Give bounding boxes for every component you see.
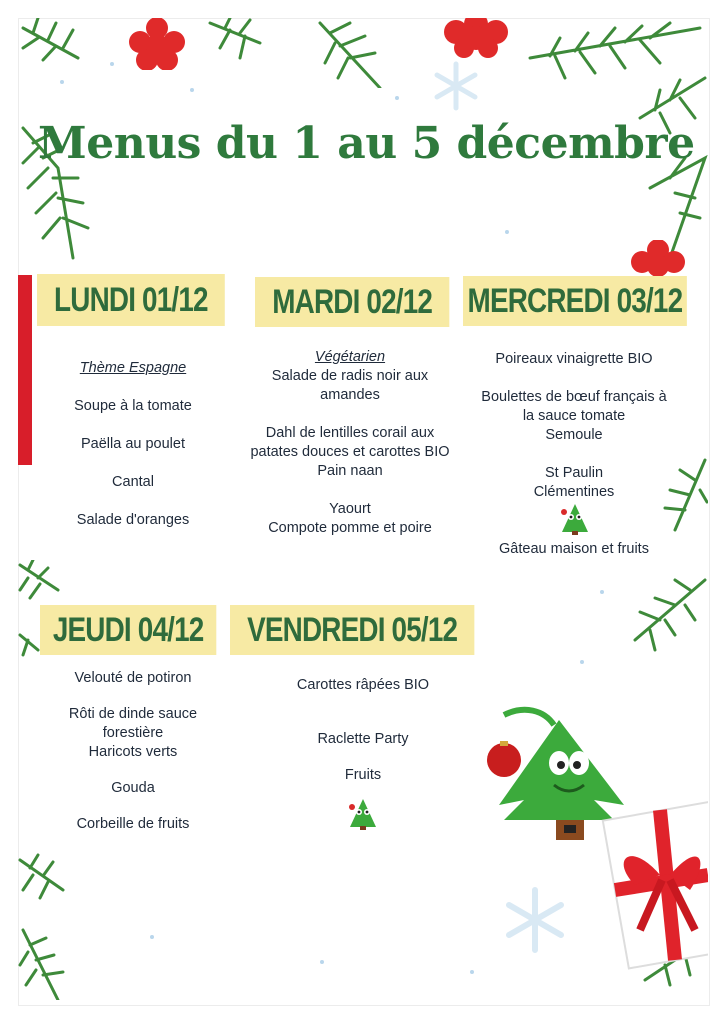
menu-item: Semoule — [545, 427, 603, 443]
menu-item: Clémentines — [533, 484, 615, 500]
menu-item: Haricots verts — [88, 744, 178, 760]
red-flower-icon — [128, 18, 186, 70]
menu-vendredi — [263, 676, 463, 837]
day-header-mercredi: MERCREDI 03/12 — [463, 276, 687, 326]
snowflake-icon — [500, 885, 570, 955]
red-flower-icon — [440, 18, 512, 58]
menu-item: Soupe à la tomate — [74, 398, 192, 414]
menu-lundi — [40, 359, 226, 530]
snow-dot — [505, 230, 509, 234]
snow-dot — [580, 660, 584, 664]
gift-box-icon — [600, 780, 708, 970]
snow-dot — [395, 96, 399, 100]
menu-theme: Thème Espagne — [79, 360, 187, 376]
menu-item: Salade d'oranges — [76, 512, 190, 528]
menu-item: St Paulin — [544, 465, 604, 481]
menu-item: Compote pomme et poire — [268, 520, 432, 536]
menu-item: Yaourt — [329, 501, 371, 517]
snow-dot — [470, 970, 474, 974]
menu-item: Carottes râpées BIO — [296, 677, 430, 693]
fir-branch-icon — [200, 18, 420, 88]
day-header-lundi: LUNDI 01/12 — [37, 274, 225, 326]
menu-item: Raclette Party — [317, 731, 409, 747]
day-header-jeudi: JEUDI 04/12 — [40, 605, 216, 655]
menu-item: Gouda — [111, 780, 155, 796]
snow-dot — [60, 80, 64, 84]
red-flower-icon — [630, 240, 686, 276]
menu-item: Pain naan — [317, 463, 383, 479]
snow-dot — [110, 62, 114, 66]
menu-item: Boulettes de bœuf français à la sauce tomate — [481, 389, 667, 424]
christmas-tree-character-icon — [263, 797, 463, 837]
day-header-vendredi: VENDREDI 05/12 — [230, 605, 474, 655]
red-ribbon-icon — [18, 275, 32, 465]
menu-item: Corbeille de fruits — [76, 816, 190, 832]
snow-dot — [190, 88, 194, 92]
menu-item: Velouté de potiron — [74, 670, 192, 686]
page-title: Menus du 1 au 5 décembre — [38, 118, 695, 169]
menu-mardi — [250, 348, 450, 538]
day-header-mardi: MARDI 02/12 — [255, 277, 449, 327]
snow-dot — [150, 935, 154, 939]
christmas-tree-character-icon — [474, 502, 674, 540]
menu-item: Poireaux vinaigrette BIO — [495, 351, 653, 367]
menu-item: Gâteau maison et fruits — [499, 541, 649, 557]
menu-item: Rôti de dinde sauce forestière — [68, 706, 198, 741]
snowflake-icon — [430, 60, 482, 112]
menu-item: Salade de radis noir aux amandes — [271, 368, 429, 403]
snow-dot — [320, 960, 324, 964]
menu-item: Fruits — [344, 767, 382, 783]
menu-item: Dahl de lentilles corail aux patates douces et carottes BIO — [250, 425, 450, 460]
menu-item: Paëlla au poulet — [81, 436, 185, 452]
menu-jeudi — [48, 669, 218, 834]
snow-dot — [600, 590, 604, 594]
menu-item: Cantal — [112, 474, 154, 490]
menu-theme: Végétarien — [314, 349, 386, 365]
menu-mercredi — [474, 350, 674, 559]
